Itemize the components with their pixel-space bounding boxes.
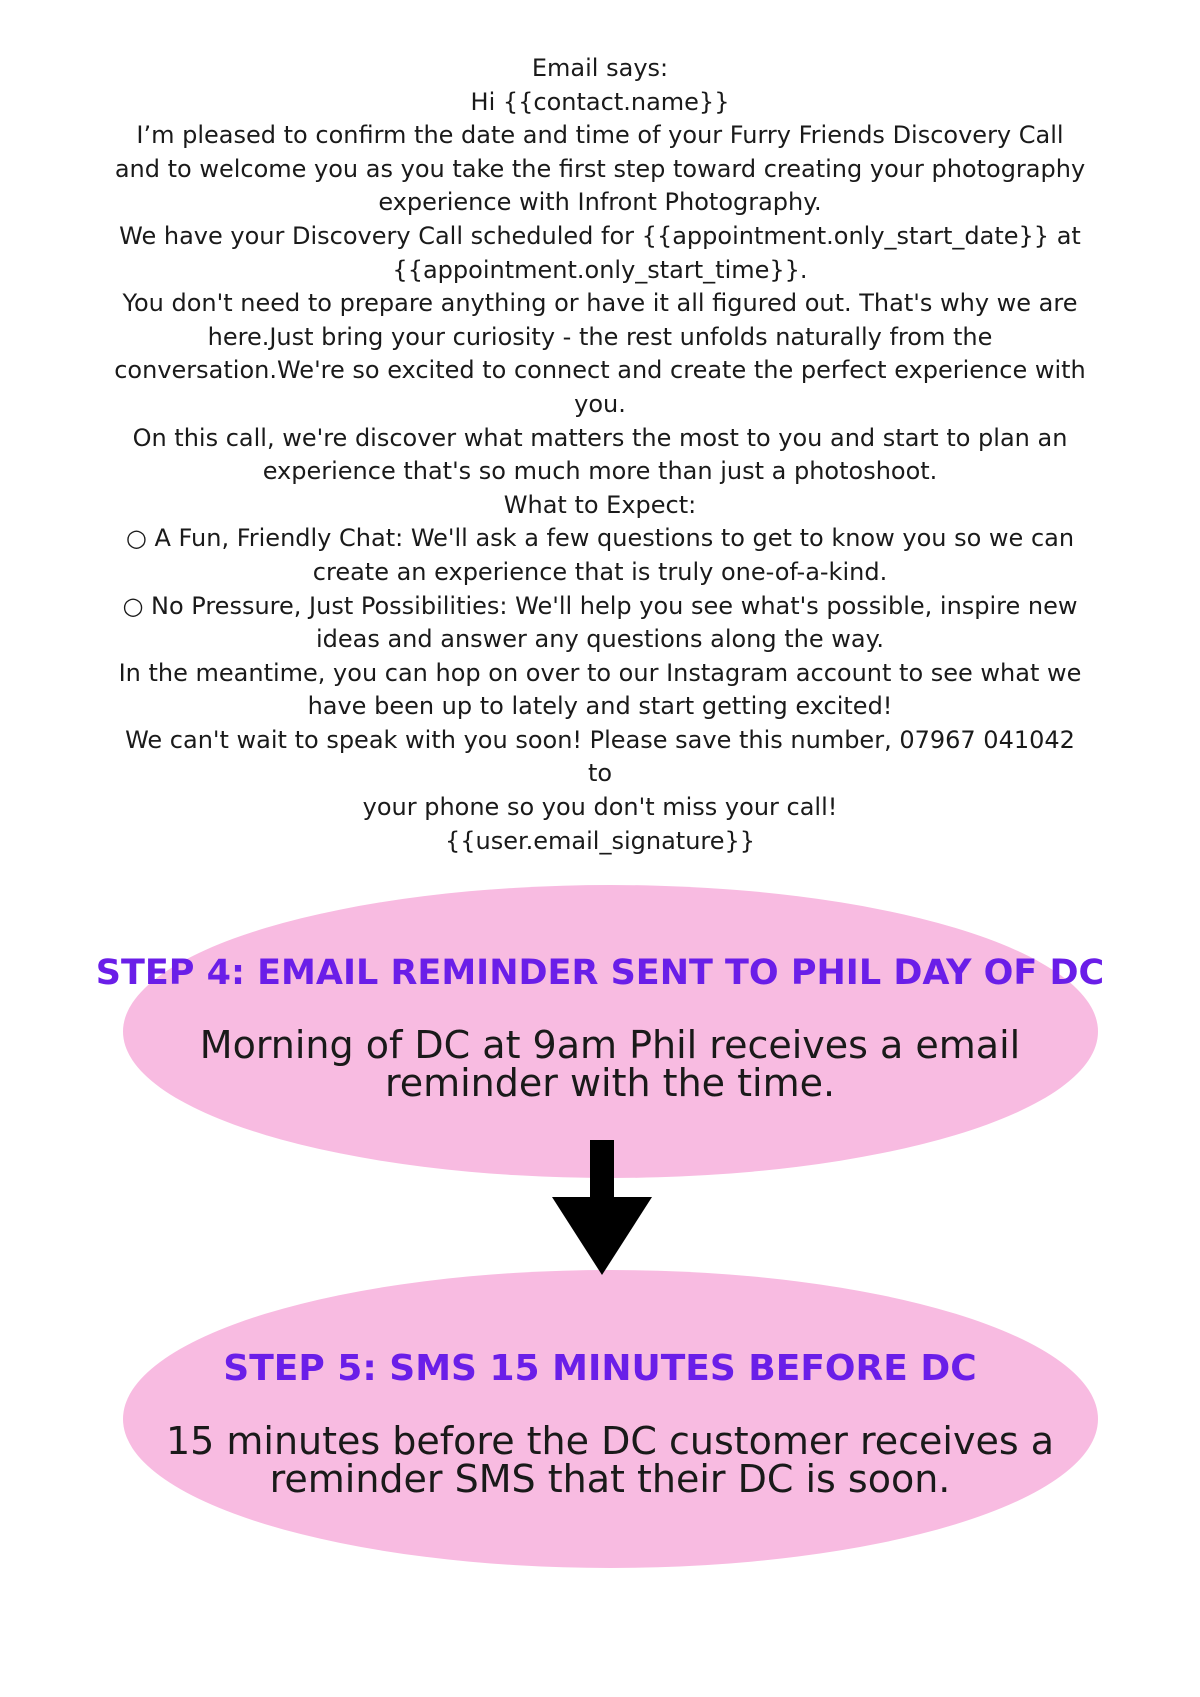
email-subheading: What to Expect:: [503, 490, 697, 519]
step4-description-line: reminder with the time.: [384, 1061, 836, 1105]
step4-description: [195, 1023, 1025, 1105]
email-line: here.Just bring your curiosity - the rest unfolds naturally from the: [207, 322, 993, 351]
email-line: In the meantime, you can hop on over to our Instagram account to see what we: [118, 658, 1082, 687]
email-list-item: ideas and answer any questions along the way.: [315, 625, 885, 654]
email-list-item: ○ No Pressure, Just Possibilities: We'll help you see what's possible, inspire new: [122, 591, 1078, 620]
arrow-shaft: [590, 1140, 614, 1202]
email-line: have been up to lately and start getting excited!: [307, 692, 893, 721]
step5-description-line: reminder SMS that their DC is soon.: [269, 1457, 951, 1501]
email-heading: Email says:: [531, 54, 669, 82]
email-list-item: create an experience that is truly one-of-a-kind.: [312, 557, 888, 586]
arrow-head: [552, 1197, 652, 1275]
email-signature: {{user.email_signature}}: [444, 826, 756, 855]
email-body: [110, 52, 1090, 858]
email-line: you.: [574, 389, 626, 418]
email-line: experience with Infront Photography.: [378, 188, 822, 217]
step5-description-line: 15 minutes before the DC customer receives a: [165, 1419, 1055, 1463]
email-line: your phone so you don't miss your call!: [362, 793, 838, 822]
email-line: We can't wait to speak with you soon! Please save this number, 07967 041042 to: [125, 725, 1083, 788]
step4-title: STEP 4: EMAIL REMINDER SENT TO PHIL DAY OF DC: [95, 953, 1105, 993]
email-line: and to welcome you as you take the first step toward creating your photography: [114, 154, 1086, 183]
step4-description-line: Morning of DC at 9am Phil receives a email: [199, 1023, 1021, 1067]
step5-description: [150, 1419, 1070, 1501]
email-list-item: ○ A Fun, Friendly Chat: We'll ask a few questions to get to know you so we can: [125, 524, 1075, 553]
email-line: I’m pleased to confirm the date and time of your Furry Friends Discovery Call: [136, 121, 1064, 150]
email-line: conversation.We're so excited to connect and create the perfect experience with: [114, 356, 1086, 385]
email-line: You don't need to prepare anything or have it all figured out. That's why we are: [122, 289, 1078, 318]
step5-title: STEP 5: SMS 15 MINUTES BEFORE DC: [223, 1348, 977, 1389]
email-line: We have your Discovery Call scheduled for {{appointment.only_start_date}} at: [119, 221, 1081, 250]
down-arrow-icon: [550, 1140, 654, 1275]
email-line: {{appointment.only_start_time}}.: [392, 255, 808, 284]
email-line: On this call, we're discover what matters the most to you and start to plan an: [132, 423, 1068, 452]
email-line: experience that's so much more than just a photoshoot.: [262, 457, 938, 486]
email-greeting: Hi {{contact.name}}: [470, 87, 730, 116]
